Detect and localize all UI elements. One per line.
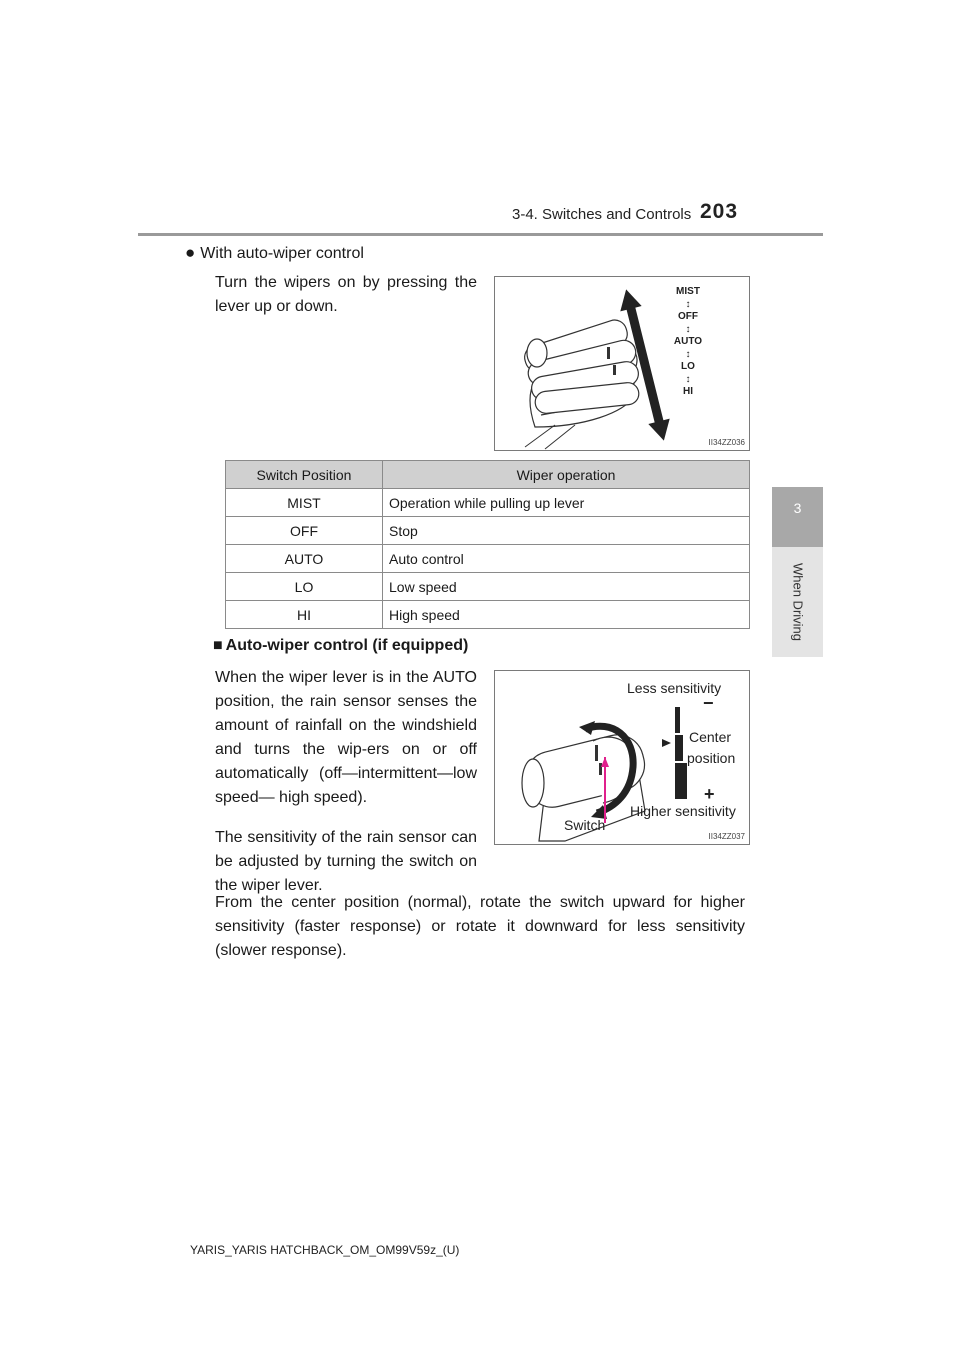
subsection-heading-text: Auto-wiper control (if equipped) (225, 637, 469, 654)
table-header-row (226, 461, 750, 489)
table-row (226, 517, 750, 545)
wiper-lever-figure (494, 276, 750, 451)
updown-arrow-icon: ↕ (685, 349, 691, 360)
sensitivity-switch-figure (494, 670, 750, 845)
wiper-operation-cell: Operation while pulling up lever (383, 489, 750, 517)
switch-position-cell: AUTO (226, 545, 383, 573)
lever-position-list (658, 285, 718, 399)
position-mist: MIST (676, 286, 700, 297)
center-label-line2: position (687, 750, 736, 766)
table-row (226, 573, 750, 601)
switch-position-cell: HI (226, 601, 383, 629)
updown-arrow-icon: ↕ (685, 324, 691, 335)
intro-paragraph: Turn the wipers on by pressing the lever up or down. (215, 274, 477, 315)
footer-model-code: YARIS_YARIS HATCHBACK_OM_OM99V59z_(U) (190, 1243, 460, 1257)
wiper-operation-cell: Stop (383, 517, 750, 545)
plus-icon: + (704, 784, 715, 804)
wiper-operation-cell: High speed (383, 601, 750, 629)
center-label-line1: Center (689, 729, 732, 745)
table-row (226, 489, 750, 517)
figure-code: II34ZZ036 (708, 438, 745, 447)
updown-arrow-icon: ↕ (685, 374, 691, 385)
header-rule (138, 233, 823, 236)
switch-position-cell: LO (226, 573, 383, 601)
column-header-wiper-operation: Wiper operation (383, 461, 750, 489)
position-auto: AUTO (673, 336, 703, 347)
chapter-title (772, 547, 823, 657)
minus-icon: − (703, 693, 714, 713)
chapter-title-text: When Driving (790, 562, 805, 642)
wiper-operation-table (225, 460, 750, 629)
figure-code: II34ZZ037 (708, 832, 745, 841)
higher-sensitivity-label: Higher sensitivity (630, 803, 736, 819)
position-hi: HI (683, 386, 693, 397)
chapter-number: 3 (793, 500, 802, 516)
column-header-switch-position: Switch Position (226, 461, 383, 489)
table-row (226, 545, 750, 573)
bullet-heading-text: With auto-wiper control (200, 245, 364, 262)
updown-arrow-icon: ↕ (685, 299, 691, 310)
bullet-heading (185, 243, 364, 263)
square-bullet-icon: ■ (213, 637, 223, 654)
wiper-operation-cell: Low speed (383, 573, 750, 601)
position-off: OFF (678, 311, 698, 322)
sensitivity-paragraph: The sensitivity of the rain sensor can be adjusted by turning the switch on the wiper lever. (215, 829, 477, 894)
less-sensitivity-label: Less sensitivity (627, 680, 722, 696)
bullet-dot-icon: ● (185, 243, 196, 262)
switch-position-cell: OFF (226, 517, 383, 545)
position-lo: LO (681, 361, 695, 372)
auto-wiper-paragraph: When the wiper lever is in the AUTO position, the rain sensor senses the amount of rainfall on the windshield and turns the wip-ers on or off automatically (off—intermittent—low speed— high speed). (215, 669, 477, 806)
subsection-heading (213, 637, 468, 655)
section-title: 3-4. Switches and Controls (512, 206, 692, 223)
chapter-tab (772, 487, 823, 547)
switch-position-cell: MIST (226, 489, 383, 517)
page-number: 203 (700, 200, 739, 223)
switch-label: Switch (564, 817, 606, 833)
wiper-operation-cell: Auto control (383, 545, 750, 573)
table-row (226, 601, 750, 629)
rotation-paragraph: From the center position (normal), rotate the switch upward for higher sensitivity (faster response) or rotate it downward for less sensitivity (slower response). (215, 894, 745, 959)
